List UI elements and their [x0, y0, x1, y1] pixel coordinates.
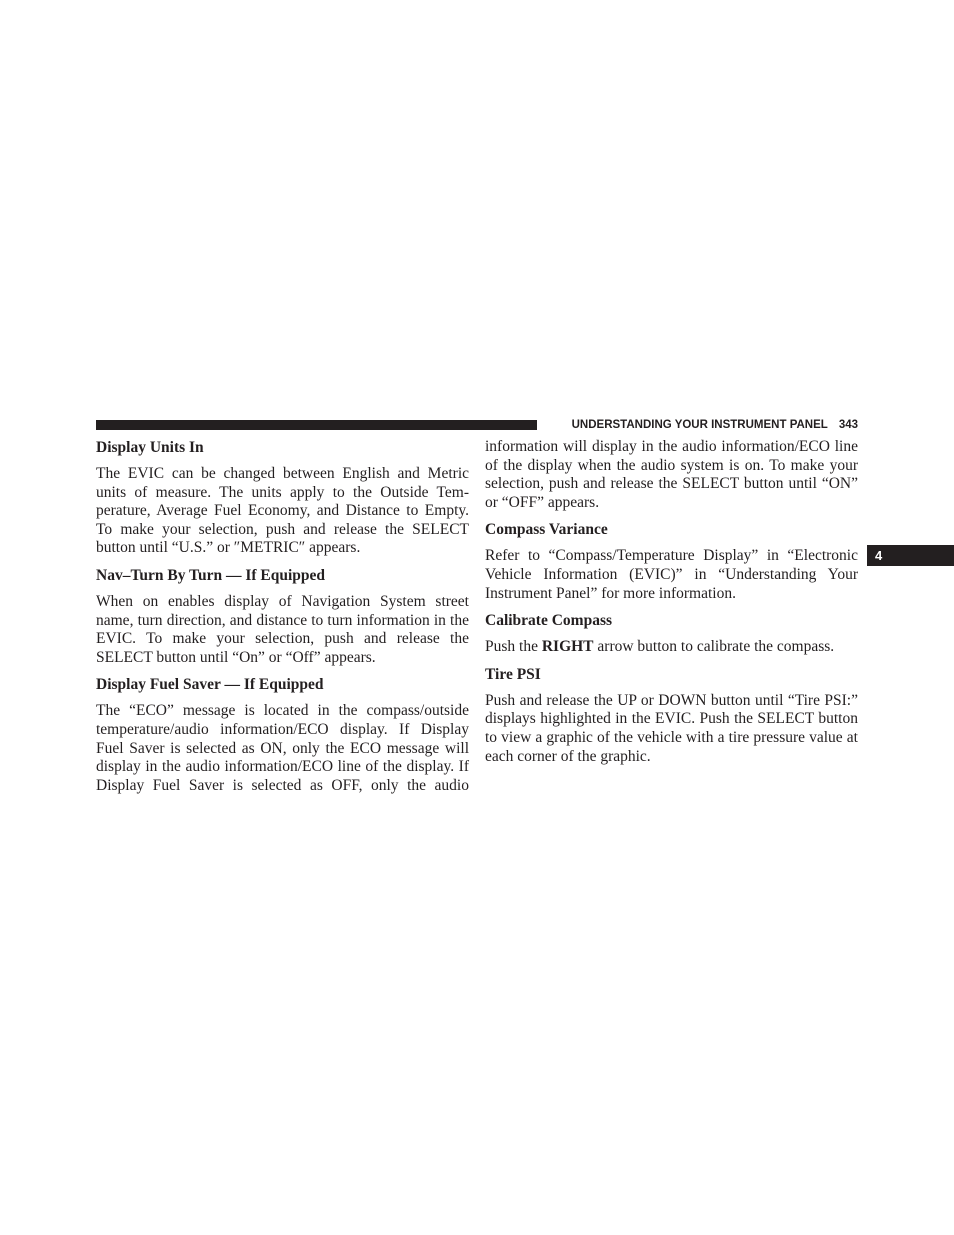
- heading-compass-variance: Compass Variance: [485, 521, 608, 539]
- running-header: [546, 417, 858, 433]
- heading-display-units: Display Units In: [96, 439, 204, 456]
- heading-tire-psi: Tire PSI: [485, 665, 541, 683]
- section-title: UNDERSTANDING YOUR INSTRUMENT PANEL: [571, 419, 828, 431]
- heading-fuel-saver: Display Fuel Saver — If Equipped: [96, 676, 324, 694]
- paragraph-display-units: The EVIC can be changed between English and Metric units of measure. The units apply to the Outside Tem-perature, Average Fuel Economy, and Distance to Empty. To make your selection, push and release the SELECT button until “U.S.” or ″METRIC″ appears.: [96, 465, 469, 557]
- header-rule: [96, 420, 537, 430]
- heading-nav-turn: Nav–Turn By Turn — If Equipped: [96, 566, 326, 584]
- paragraph-fuel-saver: The “ECO” message is located in the compass/outside temperature/audio information/ECO display. If Display Fuel Saver is selected as ON, only the ECO message will display in the audio information/ECO line of the display. If Display Fuel Saver is selected as OFF, only the audio: [96, 702, 469, 794]
- paragraph-calibrate-compass: [485, 638, 858, 657]
- right-button-label: RIGHT: [541, 638, 594, 656]
- paragraph-tire-psi: Push and release the UP or DOWN button until “Tire PSI:” displays highlighted in the EVIC. Push the SELECT button to view a graphic of the vehicle with a tire pressure value at each corner of the graphic.: [485, 691, 858, 765]
- calibrate-text-post: arrow button to calibrate the compass.: [593, 638, 835, 656]
- left-column: [96, 438, 469, 803]
- right-column: [485, 438, 858, 774]
- paragraph-nav-turn: When on enables display of Navigation System street name, turn direction, and distance to turn information in the EVIC. To make your selection, push and release the SELECT button until “On” or “Off” appears.: [96, 592, 469, 666]
- paragraph-compass-variance: Refer to “Compass/Temperature Display” in “Electronic Vehicle Information (EVIC)” in “Understanding Your Instrument Panel” for more information.: [485, 547, 858, 602]
- chapter-tab: 4: [867, 545, 954, 566]
- calibrate-text-pre: Push the: [485, 638, 542, 656]
- heading-calibrate-compass: Calibrate Compass: [485, 612, 613, 630]
- paragraph-fuel-saver-continued: information will display in the audio information/ECO line of the display when the audio system is on. To make your selection, push and release the SELECT button until “ON” or “OFF” appears.: [485, 438, 858, 511]
- page-number: 343: [838, 419, 858, 431]
